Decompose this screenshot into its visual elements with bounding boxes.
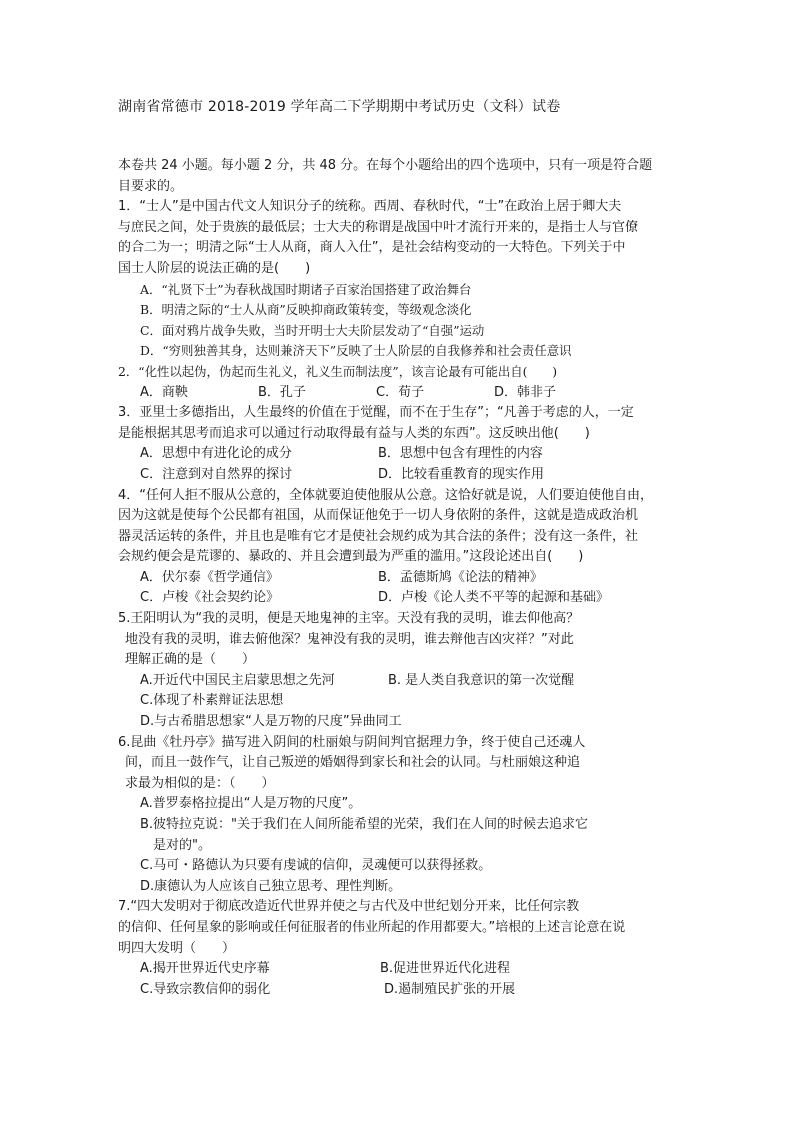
q1-option-a: A．“礼贤下士”为春秋战国时期诸子百家治国搭建了政治舞台 — [140, 281, 472, 297]
q3-option-a: A．思想中有进化论的成分 — [140, 446, 292, 462]
q5-stem-line: 地没有我的灵明，谁去俯他深？鬼神没有我的灵明，谁去辩他吉凶灾祥？”对此 — [125, 631, 574, 647]
q4-stem-line: 会规约便会是荒谬的、暴政的、并且会遭到最为严重的滥用。”这段论述出自( ) — [118, 549, 584, 565]
q3-options-row — [118, 444, 678, 465]
q6-option-b-continued: 是对的"。 — [153, 837, 211, 853]
q7-option-d: D.遏制殖民扩张的开展 — [384, 981, 516, 997]
q4-options-row — [118, 588, 678, 609]
q5-stem-line: 理解正确的是（ ） — [125, 652, 256, 668]
q6-stem-line: 6.昆曲《牡丹亭》描写进入阴间的杜丽娘与阴间判官据理力争，终于使自己还魂人 — [118, 734, 586, 750]
q1-stem-line: 1．“士人”是中国古代文人知识分子的统称。西周、春秋时代，“士”在政治上居于卿大夫 — [118, 199, 622, 215]
q3-options-row — [118, 465, 678, 486]
q7-option-a: A.揭开世界近代史序幕 — [140, 961, 270, 977]
q5-option-b: B. 是人类自我意识的第一次觉醒 — [388, 672, 575, 688]
q3-option-c: C．注意到对自然界的探讨 — [140, 466, 293, 482]
q7-options-row — [118, 980, 678, 1001]
q4-stem-line: 4．“任何人拒不服从公意的，全体就要迫使他服从公意。这恰好就是说，人们要迫使他自由， — [118, 487, 654, 503]
q2-options — [118, 383, 678, 404]
q7-options-row — [118, 959, 678, 980]
q5-option-a: A.开近代中国民主启蒙思想之先河 — [140, 672, 335, 688]
q7-stem-line: 明四大发明（ ） — [118, 940, 236, 956]
q1-option-b: B．明清之际的“士人从商”反映抑商政策转变，等级观念淡化 — [140, 302, 472, 318]
q6-stem-line: 间，而且一鼓作气，让自己叛逆的婚姻得到家长和社会的认同。与杜丽娘这种追 — [125, 755, 581, 771]
q1-stem-line: 的合二为一；明清之际“士人从商，商人入仕”，是社会结构变动的一大特色。下列关于中 — [118, 240, 626, 256]
q5-stem-line: 5.王阳明认为“我的灵明，便是天地鬼神的主宰。天没有我的灵明，谁去仰他高？ — [118, 611, 580, 627]
q4-option-b: B．孟德斯鸠《论法的精神》 — [378, 569, 543, 585]
q2-option-c: C．荀子 — [376, 384, 425, 400]
q4-option-c: C．卢梭《社会契约论》 — [140, 590, 280, 606]
q7-stem-line: 的信仰、任何星象的影响或任何征服者的伟业所起的作用都要大。”培根的上述言论意在说 — [118, 919, 626, 935]
q2-option-a: A．商鞅 — [140, 384, 188, 400]
q2-stem: 2．“化性以起伪，伪起而生礼义，礼义生而制法度”，该言论最有可能出自( ) — [118, 363, 558, 379]
q7-option-b: B.促进世界近代化进程 — [380, 961, 511, 977]
q6-option-b: B.彼特拉克说："关于我们在人间所能希望的光荣，我们在人间的时候去追求它 — [140, 817, 589, 832]
q6-option-d: D.康德认为人应该自己独立思考、理性判断。 — [140, 878, 402, 894]
q3-option-d: D．比较看重教育的现实作用 — [378, 466, 545, 482]
q1-option-c: C．面对鸦片战争失败，当时开明士大夫阶层发动了“自强”运动 — [140, 322, 485, 338]
intro-line: 本卷共 24 小题。每小题 2 分，共 48 分。在每个小题给出的四个选项中，只有一项是符合题 — [118, 158, 653, 173]
q1-option-d: D．“穷则独善其身，达则兼济天下”反映了士人阶层的自我修养和社会责任意识 — [140, 343, 572, 359]
q7-option-c: C.导致宗教信仰的弱化 — [140, 981, 271, 997]
q4-option-a: A．伏尔泰《哲学通信》 — [140, 569, 279, 585]
q6-stem-line: 求最为相似的是：（ ） — [125, 775, 275, 791]
q1-stem-line: 国士人阶层的说法正确的是( ) — [118, 260, 311, 276]
q5-option-c: C.体现了朴素辩证法思想 — [140, 693, 284, 709]
q2-option-b: B．孔子 — [258, 384, 306, 400]
q5-options-row — [118, 671, 678, 692]
q6-option-c: C.马可・路德认为只要有虔诚的信仰，灵魂便可以获得拯救。 — [140, 858, 492, 874]
intro-line: 目要求的。 — [118, 178, 184, 194]
q4-option-d: D．卢梭《论人类不平等的起源和基础》 — [378, 590, 610, 606]
exam-body — [118, 156, 678, 1000]
q3-stem-line: 3．亚里士多德指出，人生最终的价值在于觉醒，而不在于生存”；“凡善于考虑的人，一定 — [118, 405, 634, 421]
exam-title: 湖南省常德市 2018-2019 学年高二下学期期中考试历史（文科）试卷 — [118, 99, 561, 115]
q5-option-d: D.与古希腊思想家“人是万物的尺度”异曲同工 — [140, 714, 402, 730]
q3-option-b: B．思想中包含有理性的内容 — [378, 446, 543, 462]
q6-option-a: A.普罗泰格拉提出“人是万物的尺度”。 — [140, 796, 362, 812]
q1-stem-line: 与庶民之间，处于贵族的最低层；士大夫的称谓是战国中叶才流行开来的，是指士人与官僚 — [118, 219, 639, 235]
q2-option-d: D．韩非子 — [494, 384, 557, 400]
q4-options-row — [118, 568, 678, 589]
q4-stem-line: 因为这就是使每个公民都有祖国，从而保证他免于一切人身依附的条件，这就是造成政治机 — [118, 508, 639, 524]
q7-stem-line: 7.“四大发明对于彻底改造近代世界并使之与古代及中世纪划分开来，比任何宗教 — [118, 899, 580, 915]
q3-stem-line: 是能根据其思考而追求可以通过行动取得最有益与人类的东西”。这反映出他( ) — [118, 425, 590, 441]
q4-stem-line: 器灵活运转的条件，并且也是唯有它才是使社会规约成为其合法的条件；没有这一条件，社 — [118, 528, 639, 544]
